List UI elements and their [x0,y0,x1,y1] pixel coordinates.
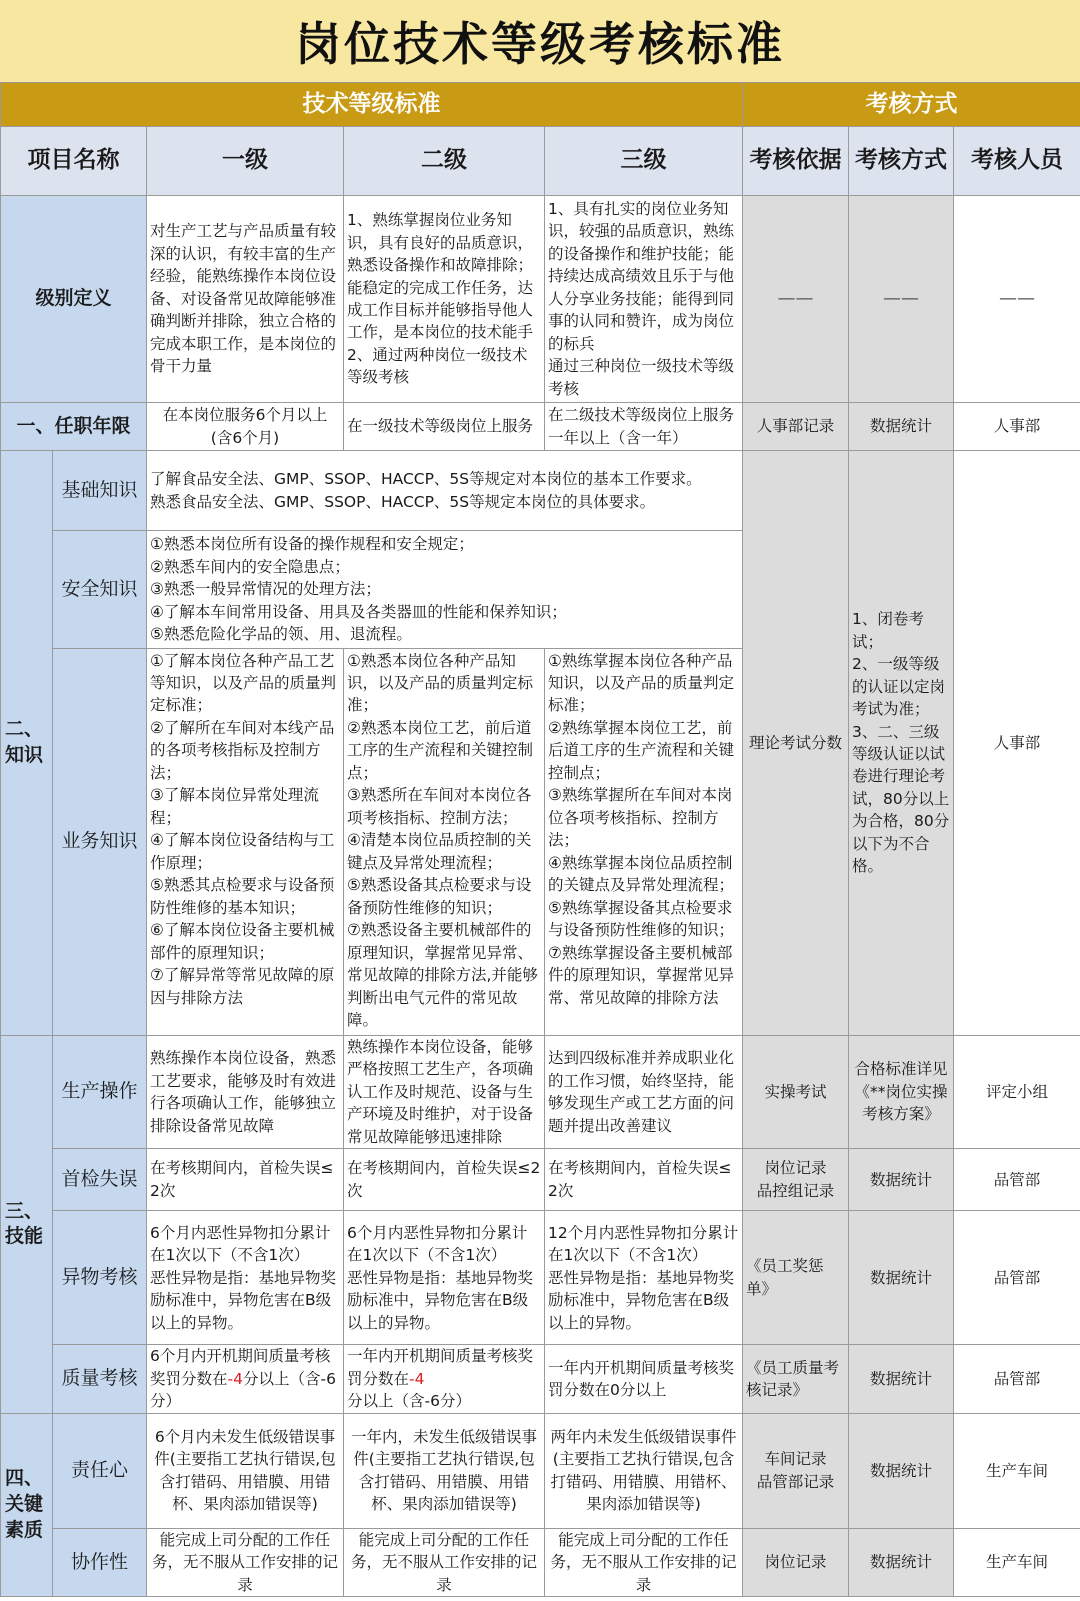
row-level-definition [1,196,1080,403]
row-label-safety-knowledge: 安全知识 [53,531,147,649]
definition-method: —— [849,196,954,403]
level1-foreign-matter: 6个月内恶性异物扣分累计在1次以下（不含1次） 恶性异物是指：基地异物奖励标准中，异物危害在B级以上的异物。 [147,1211,344,1345]
level3-first-check: 在考核期间内，首检失误≤2次 [545,1149,743,1211]
production-method: 合格标准详见《**岗位实操考核方案》 [849,1036,954,1149]
first-check-person: 品管部 [954,1149,1080,1211]
level2-responsibility: 一年内，未发生低级错误事件(主要指工艺执行错误,包含打错码、用错膜、用错杯、果肉添加错误等) [344,1413,545,1528]
level2-business-cell [344,649,545,1036]
col-header-method: 考核方式 [849,127,954,196]
knowledge-method: 1、闭卷考试； 2、一级等级的认证以定岗考试为准； 3、二、三级等级认证以试卷进行理论考试，80分以上为合格，80分以下为不合格。 [849,451,954,1036]
row-label-basic-knowledge: 基础知识 [53,451,147,531]
level2-first-check: 在考核期间内，首检失误≤2次 [344,1149,545,1211]
level1-production: 熟练操作本岗位设备，熟悉工艺要求，能够及时有效进行各项确认工作，能够独立排除设备常见故障 [147,1036,344,1149]
level2-quality [344,1345,545,1413]
level1-business-knowledge: ①了解本岗位各种产品工艺等知识，以及产品的质量判定标准； ②了解所在车间对本线产品的各项考核指标及控制方法； ③了解本岗位异常处理流程； ④了解本岗位设备结构与工作原理； ⑤熟悉其点检要求与设备预防性维修的基本知识； ⑥了解本岗位设备主要机械部件的原理知识； ⑦了解异常等常见故障的原因与排除方法 [150,651,337,1007]
level3-business-cell [545,649,743,1036]
foreign-matter-person: 品管部 [954,1211,1080,1345]
quality-method: 数据统计 [849,1345,954,1413]
level3-cooperation: 能完成上司分配的工作任务，无不服从工作安排的记录 [545,1528,743,1596]
cooperation-basis: 岗位记录 [743,1528,849,1596]
responsibility-person: 生产车间 [954,1413,1080,1528]
definition-basis: —— [743,196,849,403]
level2-business-knowledge: ①熟悉本岗位各种产品知识，以及产品的质量判定标准； ②熟悉本岗位工艺，前后道工序的生产流程和关键控制点； ③熟悉所在车间对本岗位各项考核指标、控制方法； ④清楚本岗位品质控制的关键点及异常处理流程； ⑤熟悉设备其点检要求与设备预防性维修的知识； ⑦熟悉设备主要机械部件的原理知识，掌握常见异常、常见故障的排除方法,并能够判断出电气元件的常见故障。 [347,651,538,1029]
column-header-row [1,127,1080,196]
level2-quality-score: -4 [409,1369,425,1388]
row-first-check [1,1149,1080,1211]
row-label-responsibility: 责任心 [53,1413,147,1528]
standards-table [0,82,1080,1597]
category-skills: 三、 技能 [1,1036,53,1414]
production-basis: 实操考试 [743,1036,849,1149]
row-production [1,1036,1080,1149]
level2-definition: 1、熟练掌握岗位业务知识，具有良好的品质意识，熟悉设备操作和故障排除；能稳定的完成工作任务，达成工作目标并能够指导他人工作，是本岗位的技术能手 2、通过两种岗位一级技术等级考核 [344,196,545,403]
cooperation-method: 数据统计 [849,1528,954,1596]
level1-cooperation: 能完成上司分配的工作任务，无不服从工作安排的记录 [147,1528,344,1596]
row-label-production: 生产操作 [53,1036,147,1149]
group-standard-header: 技术等级标准 [1,83,743,127]
level1-quality-text-b: 分以上（含-6分） [150,1369,336,1411]
definition-person: —— [954,196,1080,403]
col-header-basis: 考核依据 [743,127,849,196]
row-label-quality: 质量考核 [53,1345,147,1413]
tenure-person: 人事部 [954,403,1080,451]
level1-quality [147,1345,344,1413]
first-check-method: 数据统计 [849,1149,954,1211]
basic-knowledge-text: 了解食品安全法、GMP、SSOP、HACCP、5S等规定对本岗位的基本工作要求。 熟悉食品安全法、GMP、SSOP、HACCP、5S等规定本岗位的具体要求。 [147,451,743,531]
row-foreign-matter [1,1211,1080,1345]
group-method-header: 考核方式 [743,83,1080,127]
level3-business-knowledge: ①熟练掌握本岗位各种产品知识，以及产品的质量判定标准； ②熟练掌握本岗位工艺，前后道工序的生产流程和关键控制点； ③熟练掌握所在车间对本岗位各项考核指标、控制方法； ④熟练掌握本岗位品质控制的关键点及异常处理流程； ⑤熟练掌握设备其点检要求与设备预防性维修的知识； ⑦熟练掌握设备主要机械部件的原理知识，掌握常见异常、常见故障的排除方法 [548,651,735,1007]
level2-production: 熟练操作本岗位设备，能够严格按照工艺生产，各项确认工作及时规范、设备与生产环境及时维护，对于设备常见故障能够迅速排除 [344,1036,545,1149]
category-key-qualities: 四、 关键 素质 [1,1413,53,1596]
responsibility-basis: 车间记录 品管部记录 [743,1413,849,1528]
row-basic-knowledge [1,451,1080,531]
row-label-business-knowledge: 业务知识 [53,649,147,1036]
level1-quality-text-a: 6个月内开机期间质量考核奖罚分数在 [150,1347,331,1388]
level3-quality: 一年内开机期间质量考核奖罚分数在0分以上 [545,1345,743,1413]
col-header-item: 项目名称 [1,127,147,196]
foreign-matter-basis: 《员工奖惩单》 [743,1211,849,1345]
row-tenure [1,403,1080,451]
level1-tenure: 在本岗位服务6个月以上 (含6个月) [147,403,344,451]
level2-foreign-matter: 6个月内恶性异物扣分累计在1次以下（不含1次） 恶性异物是指：基地异物奖励标准中，异物危害在B级以上的异物。 [344,1211,545,1345]
row-label-foreign-matter: 异物考核 [53,1211,147,1345]
level2-tenure: 在一级技术等级岗位上服务 [344,403,545,451]
level2-cooperation: 能完成上司分配的工作任务，无不服从工作安排的记录 [344,1528,545,1596]
first-check-basis: 岗位记录 品控组记录 [743,1149,849,1211]
level1-business-cell [147,649,344,1036]
page-title: 岗位技术等级考核标准 [0,0,1080,82]
quality-person: 品管部 [954,1345,1080,1413]
row-responsibility [1,1413,1080,1528]
level3-tenure: 在二级技术等级岗位上服务一年以上（含一年） [545,403,743,451]
row-label-tenure: 一、任职年限 [1,403,147,451]
safety-knowledge-text: ①熟悉本岗位所有设备的操作规程和安全规定； ②熟悉车间内的安全隐患点； ③熟悉一般异常情况的处理方法； ④了解本车间常用设备、用具及各类器皿的性能和保养知识； ⑤熟悉危险化学品的领、用、退流程。 [147,531,743,649]
col-header-person: 考核人员 [954,127,1080,196]
foreign-matter-method: 数据统计 [849,1211,954,1345]
cooperation-person: 生产车间 [954,1528,1080,1596]
level2-quality-text-a: 一年内开机期间质量考核奖罚分数在 [347,1347,534,1388]
col-header-level2: 二级 [344,127,545,196]
row-label-first-check: 首检失误 [53,1149,147,1211]
level1-responsibility: 6个月内未发生低级错误事件(主要指工艺执行错误,包含打错码、用错膜、用错杯、果肉添加错误等) [147,1413,344,1528]
row-label-level-definition: 级别定义 [1,196,147,403]
level1-quality-score: -4 [227,1369,243,1388]
col-header-level3: 三级 [545,127,743,196]
category-knowledge: 二、 知识 [1,451,53,1036]
tenure-method: 数据统计 [849,403,954,451]
knowledge-basis: 理论考试分数 [743,451,849,1036]
level3-production: 达到四级标准并养成职业化的工作习惯，始终坚持，能够发现生产或工艺方面的问题并提出改善建议 [545,1036,743,1149]
col-header-level1: 一级 [147,127,344,196]
row-cooperation [1,1528,1080,1596]
level1-first-check: 在考核期间内，首检失误≤2次 [147,1149,344,1211]
tenure-basis: 人事部记录 [743,403,849,451]
level3-foreign-matter: 12个月内恶性异物扣分累计在1次以下（不含1次） 恶性异物是指：基地异物奖励标准中，异物危害在B级以上的异物。 [545,1211,743,1345]
responsibility-method: 数据统计 [849,1413,954,1528]
level3-responsibility: 两年内未发生低级错误事件(主要指工艺执行错误,包含打错码、用错膜、用错杯、果肉添加错误等) [545,1413,743,1528]
level2-quality-text-b: 分以上（含-6分） [347,1392,471,1411]
production-person: 评定小组 [954,1036,1080,1149]
level1-definition: 对生产工艺与产品质量有较深的认识，有较丰富的生产经验，能熟练操作本岗位设备、对设备常见故障能够准确判断并排除，独立合格的完成本职工作，是本岗位的骨干力量 [147,196,344,403]
row-label-cooperation: 协作性 [53,1528,147,1596]
quality-basis: 《员工质量考核记录》 [743,1345,849,1413]
row-quality [1,1345,1080,1413]
group-header-row [1,83,1080,127]
level3-definition: 1、具有扎实的岗位业务知识，较强的品质意识，熟练的设备操作和维护技能；能持续达成高绩效且乐于与他人分享业务技能；能得到同事的认同和赞许，成为岗位的标兵 通过三种岗位一级技术等级考核 [545,196,743,403]
knowledge-person: 人事部 [954,451,1080,1036]
